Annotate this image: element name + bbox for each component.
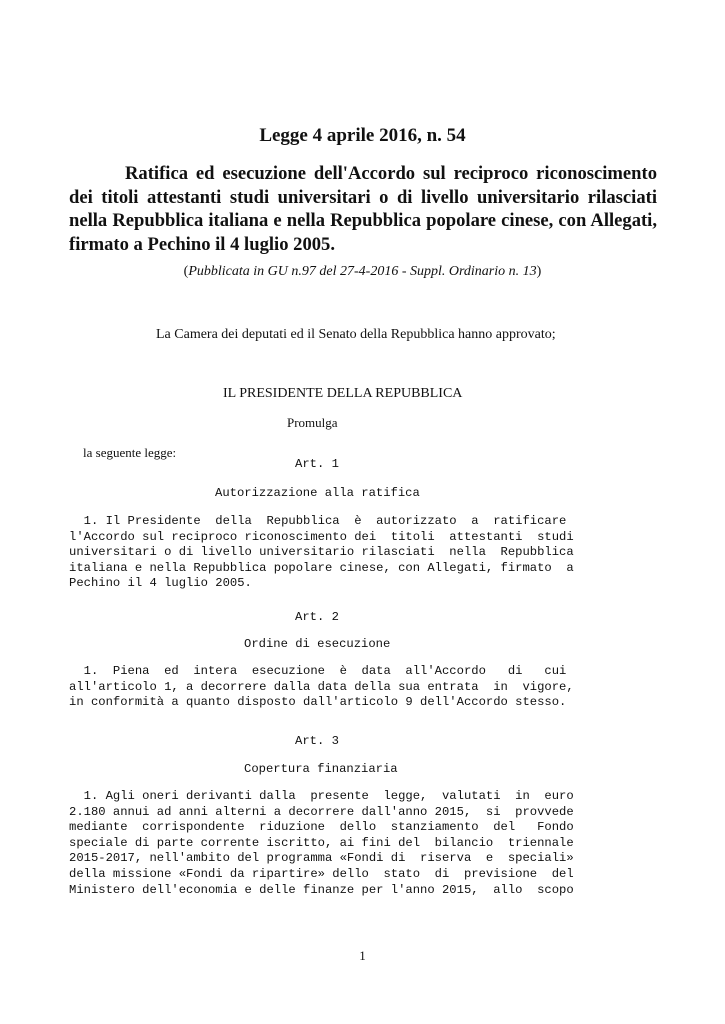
article-3-heading: Copertura finanziaria <box>244 762 398 776</box>
article-2-line: 1. Piena ed intera esecuzione è data all'Accordo di cui <box>69 664 567 678</box>
article-2-body <box>69 664 574 711</box>
article-1-heading: Autorizzazione alla ratifica <box>215 486 420 500</box>
article-1-line: italiana e nella Repubblica popolare cinese, con Allegati, firmato a <box>69 560 574 575</box>
article-1-line: Pechino il 4 luglio 2005. <box>69 576 252 591</box>
law-title: Legge 4 aprile 2016, n. 54 <box>259 125 466 146</box>
article-3-line: 2.180 annui ad anni alterni a decorrere dall'anno 2015, si provvede <box>69 804 574 819</box>
law-subtitle: Ratifica ed esecuzione dell'Accordo sul reciproco riconoscimento dei titoli attestanti studi universitari o di livello universitario rilasciati nella Repubblica italiana e nella Repubblica popolare cinese, con Allegati, firmato a Pechino il 4 luglio 2005. <box>69 163 657 255</box>
publication-note <box>0 264 725 280</box>
publication-close-paren: ) <box>536 264 542 279</box>
article-1-number: Art. 1 <box>295 457 339 471</box>
article-2-number: Art. 2 <box>295 610 339 624</box>
publication-open-paren: ( <box>183 264 189 279</box>
article-2-line: in conformità a quanto disposto dall'articolo 9 dell'Accordo stesso. <box>69 695 567 710</box>
article-1-line: universitari o di livello universitario rilasciati nella Repubblica <box>69 545 574 560</box>
article-3-number: Art. 3 <box>295 734 339 748</box>
president-heading: IL PRESIDENTE DELLA REPUBBLICA <box>223 386 463 401</box>
promulga-text: Promulga <box>287 415 338 430</box>
article-2-heading: Ordine di esecuzione <box>244 637 391 651</box>
article-1-body <box>69 514 574 592</box>
seguente-legge-text: la seguente legge: <box>83 445 177 460</box>
approval-text: La Camera dei deputati ed il Senato della Repubblica hanno approvato; <box>156 327 556 342</box>
article-3-line: 2015-2017, nell'ambito del programma «Fondi di riserva e speciali» <box>69 851 574 866</box>
article-3-line: mediante corrispondente riduzione dello stanziamento del Fondo <box>69 820 574 835</box>
article-1-line: l'Accordo sul reciproco riconoscimento dei titoli attestanti studi <box>69 529 574 544</box>
article-3-line: speciale di parte corrente iscritto, ai fini del bilancio triennale <box>69 835 574 850</box>
article-3-line: della missione «Fondi da ripartire» dello stato di previsione del <box>69 866 574 881</box>
page-number: 1 <box>359 948 366 963</box>
article-1-line: 1. Il Presidente della Repubblica è autorizzato a ratificare <box>69 514 567 528</box>
article-3-line: 1. Agli oneri derivanti dalla presente legge, valutati in euro <box>69 789 574 803</box>
article-3-line: Ministero dell'economia e delle finanze per l'anno 2015, allo scopo <box>69 882 574 897</box>
article-3-body <box>69 789 574 898</box>
article-2-line: all'articolo 1, a decorrere dalla data della sua entrata in vigore, <box>69 679 574 694</box>
publication-text: Pubblicata in GU n.97 del 27-4-2016 - Suppl. Ordinario n. 13 <box>188 264 537 279</box>
